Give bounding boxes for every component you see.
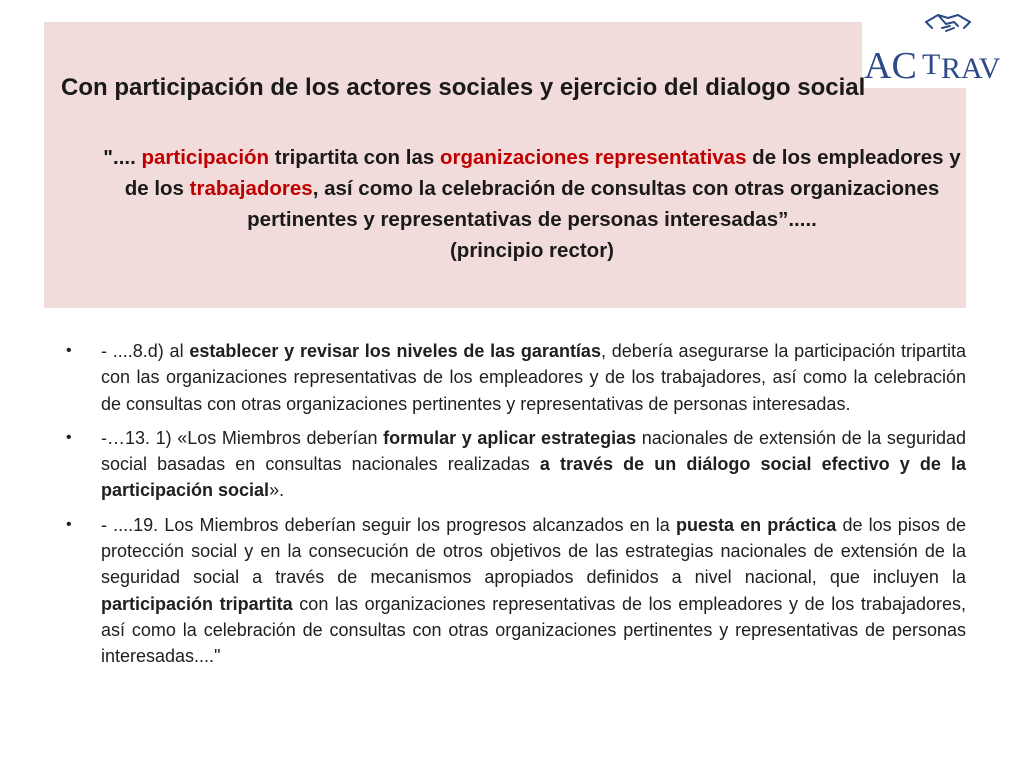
bullet-text: - ....19. Los Miembros deberían seguir los progresos alcanzados en la bbox=[101, 514, 676, 535]
bullet-icon: • bbox=[66, 428, 72, 446]
bullet-text: con las organizaciones representativas de los empleadores y de los trabajadores, así como la celebración de consultas con otras organizaciones pertinentes y representativas de personas interesadas...." bbox=[101, 593, 966, 667]
actrav-logo bbox=[862, 4, 1024, 88]
slide-title: Con participación de los actores sociales y ejercicio del dialogo social bbox=[61, 74, 866, 101]
bullet-emphasis: puesta en práctica bbox=[675, 514, 837, 535]
bullet-emphasis: participación tripartita bbox=[101, 593, 293, 614]
quote-text: de los empleadores y de los bbox=[124, 146, 961, 200]
bullet-icon: • bbox=[66, 342, 72, 359]
quote-text: , así como la celebración de consultas con otras organizaciones pertinentes y representativas de personas interesadas”..... bbox=[247, 177, 940, 231]
quote-text: tripartita con las bbox=[269, 146, 440, 169]
quote-highlight: trabajadores bbox=[189, 177, 313, 200]
svg-text:AC: AC bbox=[864, 45, 917, 87]
bullet-text: nacionales de extensión de la seguridad social basadas en consultas nacionales realizadas bbox=[101, 427, 966, 475]
principle-quote bbox=[92, 142, 972, 266]
bullet-emphasis: establecer y revisar los niveles de las garantías bbox=[189, 341, 601, 361]
bullet-item bbox=[66, 338, 966, 417]
bullet-list bbox=[66, 338, 966, 678]
quote-text: ".... bbox=[103, 146, 142, 169]
quote-attribution: (principio rector) bbox=[449, 239, 614, 262]
bullet-text: ». bbox=[269, 480, 285, 501]
bullet-text: de los pisos de protección social y en la consecución de otros objetivos de las estrategias nacionales de extensión de la seguridad social a través de mecanismos apropiados definidos a nivel nacional, que incluyen la bbox=[101, 514, 967, 588]
quote-highlight: participación bbox=[141, 146, 270, 169]
bullet-text: -…13. 1) «Los Miembros deberían bbox=[101, 427, 384, 448]
bullet-text: - ....8.d) al bbox=[101, 341, 190, 361]
bullet-text: , debería asegurarse la participación tripartita con las organizaciones representativas de los empleadores y de los trabajadores, así como la celebración de consultas con otras organizaciones pertinentes y representativas de personas interesadas. bbox=[101, 341, 967, 414]
quote-highlight: organizaciones representativas bbox=[439, 146, 747, 169]
bullet-emphasis: a través de un diálogo social efectivo y de la participación social bbox=[101, 454, 966, 501]
bullet-emphasis: formular y aplicar estrategias bbox=[383, 427, 637, 448]
svg-text:T: T bbox=[922, 48, 941, 81]
bullet-item bbox=[66, 512, 966, 670]
bullet-icon: • bbox=[66, 515, 72, 533]
bullet-item bbox=[66, 425, 966, 504]
handshake-icon bbox=[862, 4, 1024, 88]
svg-text:RAV: RAV bbox=[941, 52, 1001, 85]
